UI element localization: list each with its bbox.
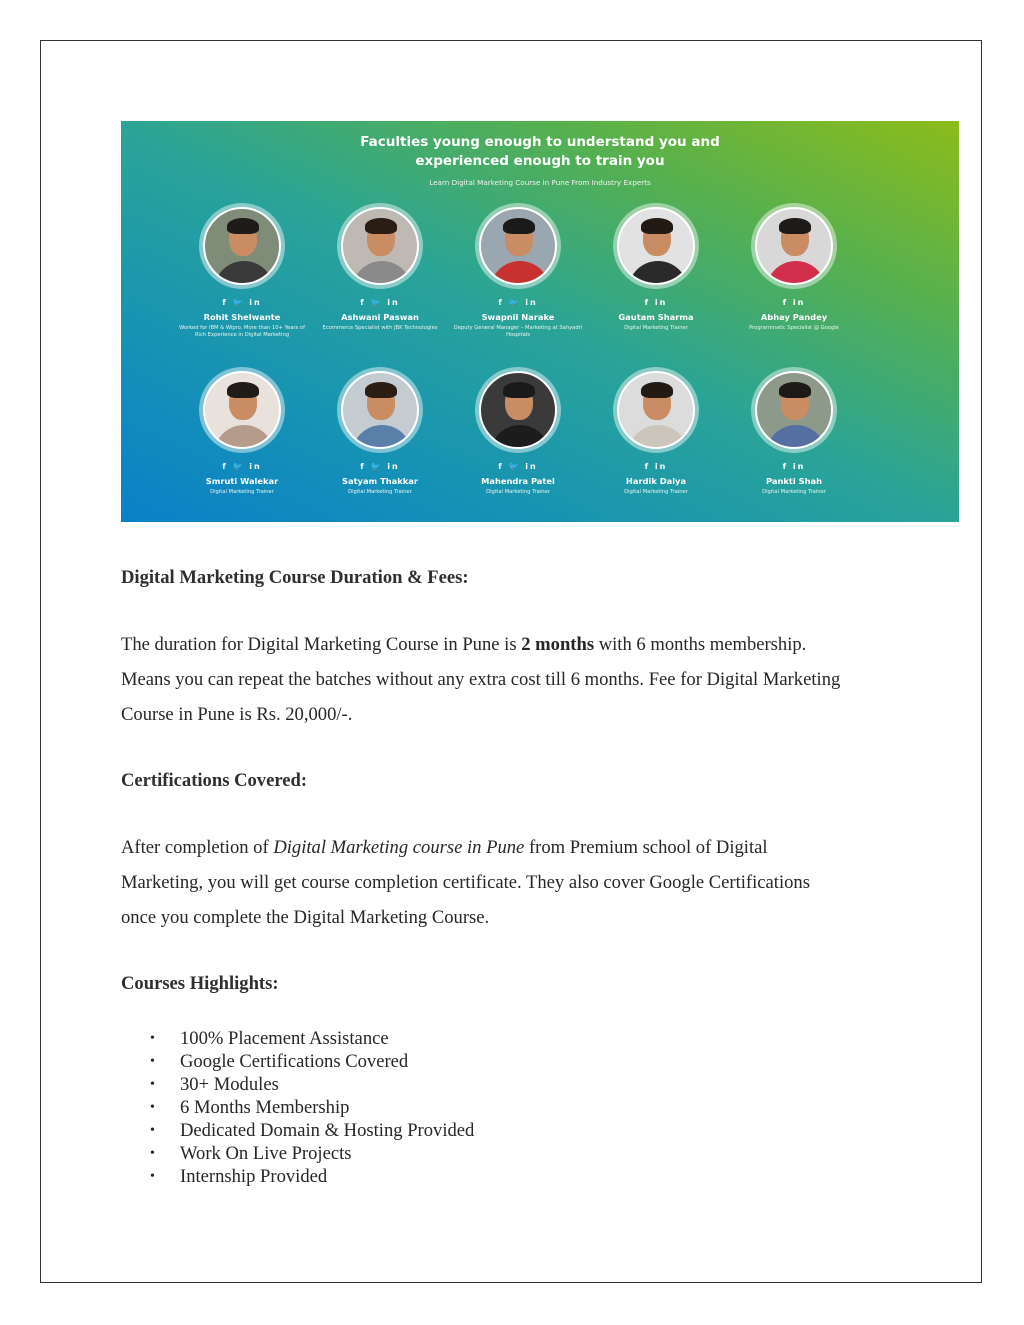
- portrait-shape: [365, 382, 397, 398]
- duration-paragraph: [121, 627, 941, 732]
- portrait-shape: [641, 218, 673, 234]
- faculty-photo: [617, 371, 695, 449]
- faculty-photo: [341, 207, 419, 285]
- faculty-name: Rohit Shelwante: [203, 312, 281, 322]
- list-item: • 6 Months Membership: [121, 1096, 474, 1119]
- social-icons[interactable]: f 🐦 in: [222, 298, 262, 307]
- social-icons[interactable]: f in: [644, 462, 668, 471]
- portrait-shape: [365, 218, 397, 234]
- list-item: • Work On Live Projects: [121, 1142, 474, 1165]
- faculty-card: [312, 367, 448, 496]
- faculty-photo-ring: [337, 203, 423, 289]
- portrait-shape: [352, 261, 412, 285]
- faculty-photo: [755, 371, 833, 449]
- banner-title: [121, 133, 959, 171]
- faculty-photo-ring: [337, 367, 423, 453]
- faculty-role: Digital Marketing Trainer: [486, 489, 550, 495]
- portrait-shape: [503, 218, 535, 234]
- faculty-card: [450, 203, 586, 339]
- faculty-card: [174, 203, 310, 339]
- portrait-shape: [490, 261, 550, 285]
- duration-text-end: with 6 months membership.: [594, 634, 807, 655]
- banner-subtitle: Learn Digital Marketing Course in Pune From Industry Experts: [429, 178, 651, 187]
- faculty-photo: [755, 207, 833, 285]
- portrait-shape: [766, 261, 826, 285]
- portrait-shape: [490, 425, 550, 449]
- faculty-role: Ecommerce Specialist with JBK Technologies: [322, 325, 438, 331]
- faculty-photo-ring: [199, 203, 285, 289]
- duration-heading: Digital Marketing Course Duration & Fees:: [121, 567, 469, 588]
- cert-line-3: once you complete the Digital Marketing Course.: [121, 907, 490, 928]
- faculty-role: Digital Marketing Trainer: [624, 325, 688, 331]
- faculty-photo: [479, 207, 557, 285]
- faculty-photo-ring: [199, 367, 285, 453]
- list-item: • 30+ Modules: [121, 1073, 474, 1096]
- faculty-photo: [479, 371, 557, 449]
- social-icons[interactable]: f in: [782, 462, 806, 471]
- faculty-name: Satyam Thakkar: [342, 476, 418, 486]
- faculty-card: [588, 203, 724, 332]
- social-icons[interactable]: f in: [782, 298, 806, 307]
- faculty-photo-ring: [613, 367, 699, 453]
- faculty-role: Programmatic Specialist @ Google: [749, 325, 839, 331]
- faculty-role: Worked for IBM & Wipro. More than 10+ Years of Rich Experience in Digital Marketing: [179, 325, 305, 338]
- faculty-photo-ring: [613, 203, 699, 289]
- cert-line-2: Marketing, you will get course completion certificate. They also cover Google Certifications: [121, 872, 810, 893]
- social-icons[interactable]: f 🐦 in: [360, 462, 400, 471]
- portrait-shape: [628, 425, 688, 449]
- portrait-shape: [352, 425, 412, 449]
- portrait-shape: [641, 382, 673, 398]
- faculty-photo-ring: [475, 203, 561, 289]
- social-icons[interactable]: f 🐦 in: [498, 298, 538, 307]
- faculty-banner: [121, 121, 959, 522]
- faculty-name: Abhay Pandey: [760, 312, 828, 322]
- social-icons[interactable]: f 🐦 in: [222, 462, 262, 471]
- faculty-photo-ring: [751, 203, 837, 289]
- portrait-shape: [227, 218, 259, 234]
- portrait-shape: [628, 261, 688, 285]
- certifications-heading: Certifications Covered:: [121, 770, 308, 791]
- portrait-shape: [779, 218, 811, 234]
- highlights-heading: Courses Highlights:: [121, 973, 279, 994]
- cert-text-end: from Premium school of Digital: [524, 837, 768, 858]
- portrait-shape: [214, 261, 274, 285]
- banner-title-line-1: Faculties young enough to understand you and: [360, 134, 720, 150]
- faculty-card: [312, 203, 448, 332]
- faculty-card: [450, 367, 586, 496]
- course-name-italic: Digital Marketing course in Pune: [273, 837, 525, 858]
- list-item: • Internship Provided: [121, 1165, 474, 1188]
- faculty-card: [588, 367, 724, 496]
- faculty-name: Gautam Sharma: [618, 312, 694, 322]
- faculty-name: Mahendra Patel: [481, 476, 555, 486]
- list-item: • Dedicated Domain & Hosting Provided: [121, 1119, 474, 1142]
- social-icons[interactable]: f 🐦 in: [360, 298, 400, 307]
- faculty-name: Pankti Shah: [766, 476, 822, 486]
- faculty-name: Swapnil Narake: [481, 312, 555, 322]
- list-item: • Google Certifications Covered: [121, 1050, 474, 1073]
- certifications-paragraph: [121, 830, 941, 935]
- portrait-shape: [766, 425, 826, 449]
- faculty-photo-ring: [475, 367, 561, 453]
- duration-text-start: The duration for Digital Marketing Course in Pune is: [121, 634, 522, 655]
- faculty-role: Digital Marketing Trainer: [624, 489, 688, 495]
- faculty-photo: [203, 371, 281, 449]
- faculty-card: [726, 203, 862, 332]
- duration-value: 2 months: [521, 634, 595, 655]
- portrait-shape: [227, 382, 259, 398]
- faculty-card: [726, 367, 862, 496]
- portrait-shape: [214, 425, 274, 449]
- faculty-photo: [341, 371, 419, 449]
- faculty-role: Deputy General Manager – Marketing at Sahyadri Hospitals: [453, 325, 583, 338]
- faculty-card: [174, 367, 310, 496]
- faculty-name: Ashwani Paswan: [341, 312, 419, 322]
- portrait-shape: [779, 382, 811, 398]
- duration-line-3: Course in Pune is Rs. 20,000/-.: [121, 704, 353, 725]
- faculty-role: Digital Marketing Trainer: [348, 489, 412, 495]
- faculty-name: Smruti Walekar: [205, 476, 279, 486]
- faculty-photo: [203, 207, 281, 285]
- highlights-list: [121, 1027, 474, 1188]
- faculty-photo-ring: [751, 367, 837, 453]
- cert-text-start: After completion of: [121, 837, 274, 858]
- faculty-role: Digital Marketing Trainer: [210, 489, 274, 495]
- portrait-shape: [503, 382, 535, 398]
- social-icons[interactable]: f 🐦 in: [498, 462, 538, 471]
- duration-line-2: Means you can repeat the batches without any extra cost till 6 months. Fee for Digital Marketing: [121, 669, 841, 690]
- faculty-name: Hardik Daiya: [625, 476, 687, 486]
- social-icons[interactable]: f in: [644, 298, 668, 307]
- faculty-role: Digital Marketing Trainer: [762, 489, 826, 495]
- list-item: • 100% Placement Assistance: [121, 1027, 474, 1050]
- banner-title-line-2: experienced enough to train you: [415, 153, 665, 169]
- faculty-photo: [617, 207, 695, 285]
